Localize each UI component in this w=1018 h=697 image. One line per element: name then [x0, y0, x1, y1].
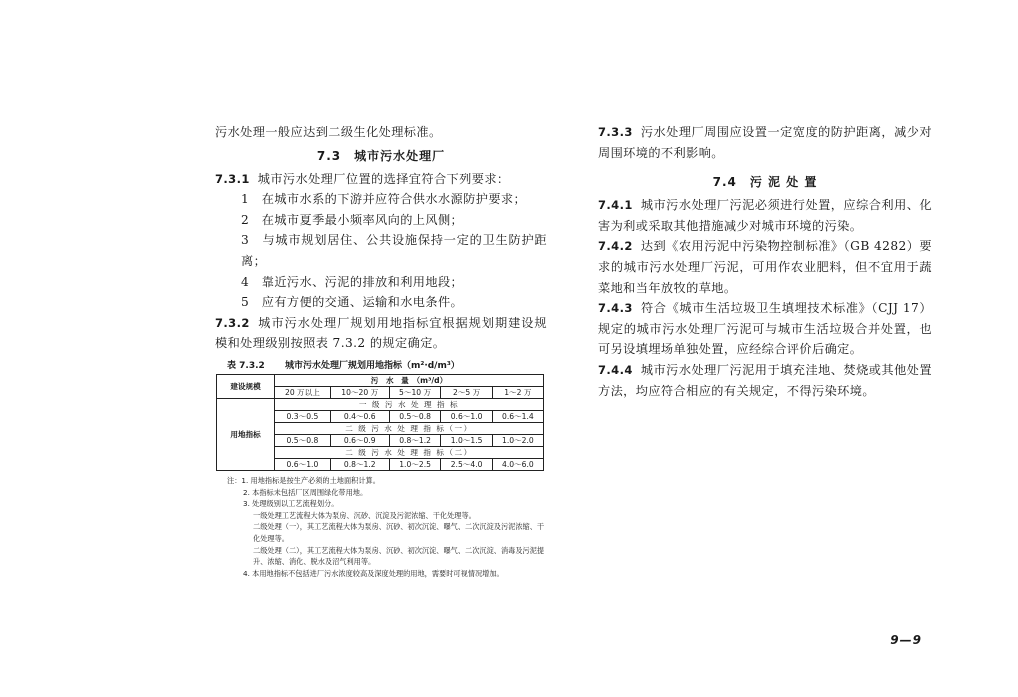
table-cell: 1.0～2.5 [389, 458, 441, 470]
table-cell: 0.8～1.2 [389, 434, 441, 446]
table-cell: 2.5～4.0 [441, 458, 492, 470]
clause-7-3-3 [598, 122, 932, 163]
table-cell: 0.8～1.2 [330, 458, 389, 470]
clause-text: 城市污水处理厂污泥用于填充洼地、焚烧或其他处置方法，均应符合相应的有关规定，不得污染环境。 [598, 362, 932, 398]
clause-7-4-3 [598, 298, 932, 360]
list-item: 2 在城市夏季最小频率风向的上风侧； [241, 212, 464, 227]
table-cell: 0.6～1.0 [441, 410, 492, 422]
page-number: 9—9 [890, 633, 922, 647]
column-header: 1～2 万 [492, 386, 543, 398]
table-cell: 0.4～0.6 [330, 410, 389, 422]
clause-7-4-4 [598, 360, 932, 401]
table-cell: 0.6～1.4 [492, 410, 543, 422]
column-header: 20 万以上 [275, 386, 331, 398]
right-column [598, 122, 932, 401]
band-title: 二 级 污 水 处 理 指 标（二） [275, 446, 544, 458]
column-header: 10～20 万 [330, 386, 389, 398]
note-line: 4. 本用地指标不包括进厂污水浓度较高及深度处理的用地，需要时可视情况增加。 [243, 568, 504, 578]
note-line: 二级处理（一），其工艺流程大体为泵房、沉砂、初次沉淀、曝气、二次沉淀及污泥浓缩、干化处理等。 [253, 522, 545, 543]
table-cell: 0.5～0.8 [389, 410, 441, 422]
clause-7-4-2 [598, 236, 932, 298]
flow-header-cell: 污 水 量 （m³/d） [275, 374, 544, 386]
section-heading-7-4: 7.4 污 泥 处 置 [712, 175, 818, 190]
clause-7-3-2 [215, 313, 547, 354]
clause-text: 城市污水处理厂污泥必须进行处置，应综合利用、化害为利或采取其他措施减少对城市环境的污染。 [598, 198, 932, 233]
table-title: 城市污水处理厂规划用地指标（m²·d/m³） [285, 360, 460, 371]
band-title: 一 级 污 水 处 理 指 标 [275, 398, 544, 410]
clause-text: 城市污水处理厂规划用地指标宜根据规划期建设规模和处理级别按照表 7.3.2 的规定确定。 [215, 315, 547, 351]
clause-number: 7.4.4 [598, 362, 633, 377]
table-caption [215, 358, 547, 374]
clause-text: 符合《城市生活垃圾卫生填埋技术标准》（CJJ 17）规定的城市污水处理厂污泥可与城市生活垃圾合并处置，也可另设填埋场单独处置，应经综合评价后确定。 [598, 301, 932, 357]
list-item: 3 与城市规划居住、公共设施保持一定的卫生防护距离； [241, 233, 547, 268]
clause-text: 污水处理厂周围应设置一定宽度的防护距离，减少对周围环境的不利影响。 [598, 125, 932, 160]
left-column [215, 122, 547, 579]
paragraph-intro: 污水处理一般应达到二级生化处理标准。 [215, 125, 442, 139]
table-cell: 0.6～0.9 [330, 434, 389, 446]
table-cell: 0.3～0.5 [275, 410, 331, 422]
clause-number: 7.4.1 [598, 198, 633, 213]
column-header: 2～5 万 [441, 386, 492, 398]
scale-label-cell: 建设规模 [217, 374, 275, 398]
list-item: 4 靠近污水、污泥的排放和利用地段； [241, 274, 464, 289]
list-item: 5 应有方便的交通、运输和水电条件。 [241, 295, 464, 310]
clause-number: 7.4.2 [598, 239, 633, 254]
table-notes [227, 475, 545, 579]
note-line: 注：1. 用地指标是按生产必须的土地面积计算。 [227, 475, 380, 485]
column-header: 5～10 万 [389, 386, 441, 398]
note-line: 2. 本指标未包括厂区周围绿化带用地。 [243, 487, 368, 497]
clause-number: 7.3.1 [215, 171, 250, 186]
clause-number: 7.4.3 [598, 301, 633, 316]
table-cell: 1.0～1.5 [441, 434, 492, 446]
section-heading-7-3: 7.3 城市污水处理厂 [316, 148, 446, 163]
clause-text: 达到《农用污泥中污染物控制标准》（GB 4282）要求的城市污水处理厂污泥，可用作农业肥料，但不宜用于蔬菜地和当年放牧的草地。 [598, 239, 932, 295]
clause-text: 城市污水处理厂位置的选择宜符合下列要求： [257, 171, 510, 186]
clause-number: 7.3.2 [215, 315, 250, 330]
band-title: 二 级 污 水 处 理 指 标（一） [275, 422, 544, 434]
table-cell: 4.0～6.0 [492, 458, 543, 470]
list-item: 1 在城市水系的下游并应符合供水水源防护要求； [241, 192, 527, 207]
table-cell: 0.6～1.0 [275, 458, 331, 470]
clause-7-4-1 [598, 195, 932, 236]
clause-number: 7.3.3 [598, 125, 633, 139]
note-line: 3. 处理级别以工艺流程划分。 [243, 499, 339, 509]
note-line: 二级处理（二），其工艺流程大体为泵房、沉砂、初次沉淀、曝气、二次沉淀、消毒及污泥提升、浓缩、消化、脱水及沼气利用等。 [253, 545, 545, 567]
note-line: 一级处理工艺流程大体为泵房、沉砂、沉淀及污泥浓缩、干化处理等。 [253, 510, 476, 520]
table-cell: 0.5～0.8 [275, 434, 331, 446]
land-use-table [216, 374, 544, 471]
row-label-cell: 用地指标 [217, 398, 275, 470]
table-cell: 1.0～2.0 [492, 434, 543, 446]
clause-7-3-1 [215, 169, 547, 190]
table-number: 表 7.3.2 [227, 360, 265, 371]
